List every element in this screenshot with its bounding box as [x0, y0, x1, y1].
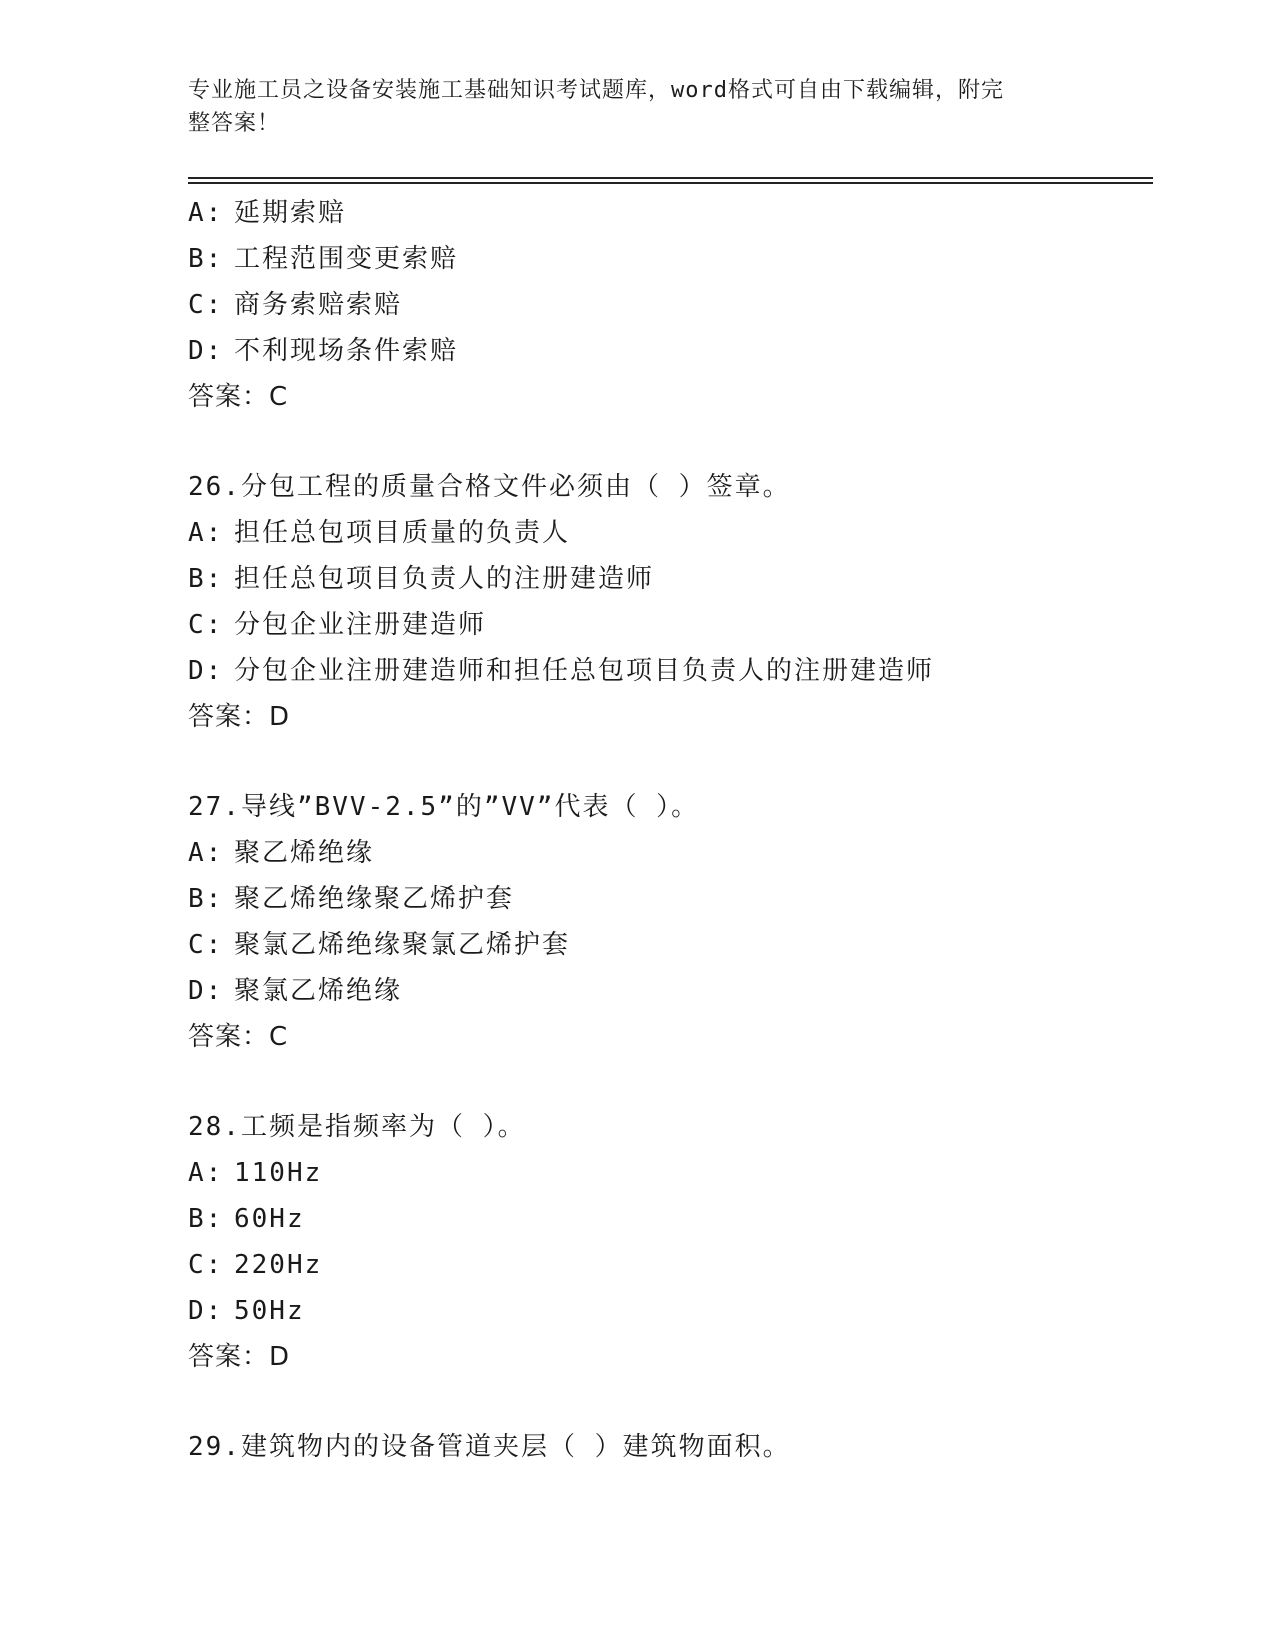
- option-letter: B:: [188, 564, 224, 594]
- option-text: 担任总包项目负责人的注册建造师: [234, 564, 655, 594]
- option-text: 不利现场条件索赔: [234, 336, 459, 366]
- option-letter: B:: [188, 244, 224, 274]
- option-letter: D:: [188, 336, 224, 366]
- question-28-block: [188, 1104, 1153, 1380]
- option-c: [188, 602, 1153, 648]
- option-letter: A:: [188, 198, 224, 228]
- spacer: [188, 740, 1153, 784]
- question-25-block: [188, 190, 1153, 420]
- option-c: [188, 922, 1153, 968]
- option-d: [188, 968, 1153, 1014]
- option-letter: B:: [188, 884, 224, 914]
- header-line-2: 整答案！: [188, 111, 281, 136]
- option-text: 110Hz: [234, 1158, 323, 1188]
- option-letter: D:: [188, 1296, 224, 1326]
- option-letter: D:: [188, 976, 224, 1006]
- option-b: [188, 556, 1153, 602]
- option-text: 延期索赔: [234, 198, 347, 228]
- option-text: 50Hz: [234, 1296, 305, 1326]
- option-text: 220Hz: [234, 1250, 323, 1280]
- option-letter: C:: [188, 1250, 224, 1280]
- header-line-1: 专业施工员之设备安装施工基础知识考试题库，word格式可自由下载编辑，附完: [188, 78, 1004, 103]
- option-b: [188, 876, 1153, 922]
- spacer: [188, 420, 1153, 464]
- answer-line: 答案：D: [188, 702, 291, 732]
- question-26-block: [188, 464, 1153, 740]
- option-text: 工程范围变更索赔: [234, 244, 459, 274]
- answer-line: 答案：C: [188, 382, 289, 412]
- header-divider-top: [188, 177, 1153, 179]
- question-text: 28.工频是指频率为（ ）。: [188, 1112, 526, 1142]
- question-text: 26.分包工程的质量合格文件必须由（ ）签章。: [188, 472, 791, 502]
- option-a: [188, 1150, 1153, 1196]
- option-d: [188, 1288, 1153, 1334]
- option-a: [188, 830, 1153, 876]
- option-text: 商务索赔索赔: [234, 290, 403, 320]
- option-d: [188, 648, 1153, 694]
- option-text: 60Hz: [234, 1204, 305, 1234]
- document-header: [188, 74, 1068, 140]
- spacer: [188, 1380, 1153, 1424]
- answer-line: 答案：C: [188, 1022, 289, 1052]
- question-list: [188, 190, 1153, 1470]
- option-c: [188, 1242, 1153, 1288]
- option-letter: D:: [188, 656, 224, 686]
- option-letter: A:: [188, 518, 224, 548]
- option-letter: A:: [188, 838, 224, 868]
- option-a: [188, 510, 1153, 556]
- option-text: 聚乙烯绝缘: [234, 838, 375, 868]
- option-letter: A:: [188, 1158, 224, 1188]
- answer-line: 答案：D: [188, 1342, 291, 1372]
- header-divider-bottom: [188, 182, 1153, 184]
- option-c: [188, 282, 1153, 328]
- option-d: [188, 328, 1153, 374]
- option-letter: C:: [188, 290, 224, 320]
- option-text: 担任总包项目质量的负责人: [234, 518, 571, 548]
- option-b: [188, 236, 1153, 282]
- spacer: [188, 1060, 1153, 1104]
- option-a: [188, 190, 1153, 236]
- option-text: 分包企业注册建造师和担任总包项目负责人的注册建造师: [234, 656, 935, 686]
- option-letter: B:: [188, 1204, 224, 1234]
- option-letter: C:: [188, 930, 224, 960]
- option-b: [188, 1196, 1153, 1242]
- option-text: 分包企业注册建造师: [234, 610, 487, 640]
- option-text: 聚氯乙烯绝缘: [234, 976, 403, 1006]
- option-text: 聚氯乙烯绝缘聚氯乙烯护套: [234, 930, 571, 960]
- question-29-block: [188, 1424, 1153, 1470]
- question-text: 27.导线”BVV-2.5”的”VV”代表（ ）。: [188, 792, 700, 822]
- option-letter: C:: [188, 610, 224, 640]
- question-text: 29.建筑物内的设备管道夹层（ ）建筑物面积。: [188, 1432, 791, 1462]
- question-27-block: [188, 784, 1153, 1060]
- option-text: 聚乙烯绝缘聚乙烯护套: [234, 884, 515, 914]
